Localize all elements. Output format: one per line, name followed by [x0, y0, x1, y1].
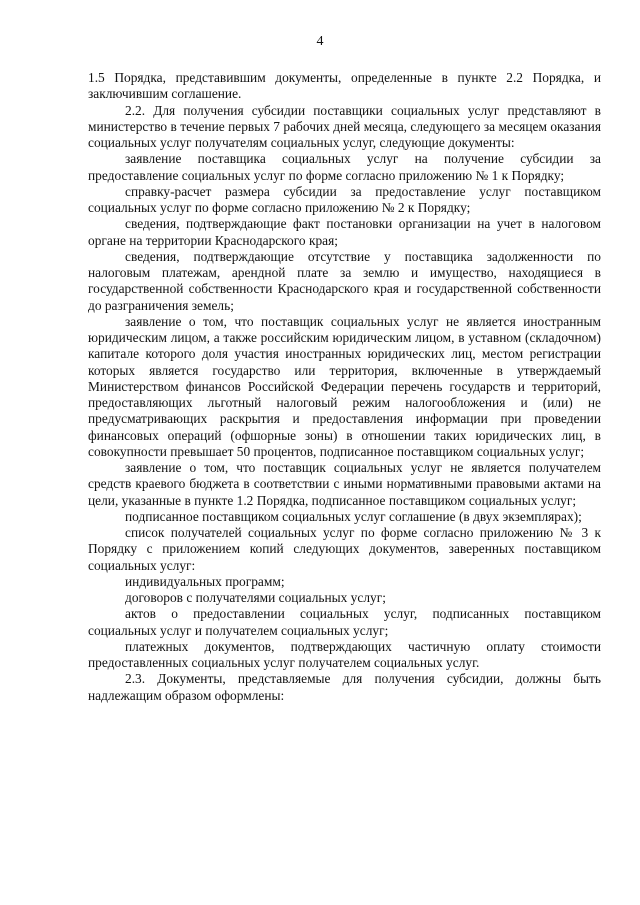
paragraph: индивидуальных программ; — [125, 573, 285, 589]
paragraph: заявление поставщика социальных услуг на получение субсидии за предоставление социальных услуг по форме согласно приложению № 1 к Порядку; — [88, 151, 601, 183]
page-number: 4 — [316, 34, 324, 49]
paragraph: 1.5 Порядка, представившим документы, определенные в пункте 2.2 Порядка, и заключившим соглашение. — [88, 70, 601, 102]
paragraph: список получателей социальных услуг по форме согласно приложению № 3 к Порядку с приложением копий следующих документов, заверенных поставщиком социальных услуг: — [88, 525, 601, 573]
paragraph: справку-расчет размера субсидии за предоставление услуг поставщиком социальных услуг по форме согласно приложению № 2 к Порядку; — [88, 183, 601, 215]
paragraph: подписанное поставщиком социальных услуг соглашение (в двух экземплярах); — [125, 508, 582, 524]
paragraph: заявление о том, что поставщик социальных услуг не является иностранным юридическим лицом, а также российским юридическим лицом, в уставном (складочном) капитале которого доля участия иностранных юридических лиц, местом регистрации которых является государство или территория, включенные в утверждаемый Министерством финансов Российской Федерации перечень государств и территорий, предоставляющих льготный налоговый режим налогообложения и (или) не предусматривающих раскрытия и предоставления информации при проведении финансовых операций (офшорные зоны) в отношении таких юридических лиц, в совокупности превышает 50 процентов, подписанное поставщиком социальных услуг; — [88, 313, 601, 459]
paragraph: заявление о том, что поставщик социальных услуг не является получателем средств краевого бюджета в соответствии с иными нормативными правовыми актами на цели, указанные в пункте 1.2 Порядка, подписанное поставщиком социальных услуг; — [88, 460, 601, 508]
paragraph: платежных документов, подтверждающих частичную оплату стоимости предоставленных социальных услуг получателем социальных услуг. — [88, 638, 601, 670]
paragraph: сведения, подтверждающие факт постановки организации на учет в налоговом органе на территории Краснодарского края; — [88, 216, 601, 248]
paragraph: 2.2. Для получения субсидии поставщики социальных услуг представляют в министерство в течение первых 7 рабочих дней месяца, следующего за месяцем оказания социальных услуг получателям социальных услуг, следующие документы: — [88, 102, 601, 150]
paragraph: сведения, подтверждающие отсутствие у поставщика задолженности по налоговым платежам, арендной плате за землю и имущество, находящиеся в государственной собственности Краснодарского края и государственной собственности до разграничения земель; — [88, 248, 601, 313]
paragraph: 2.3. Документы, представляемые для получения субсидии, должны быть надлежащим образом оформлены: — [88, 671, 601, 703]
paragraph: договоров с получателями социальных услуг; — [125, 590, 386, 605]
document-body — [88, 70, 601, 704]
paragraph: актов о предоставлении социальных услуг, подписанных поставщиком социальных услуг и получателем социальных услуг; — [88, 606, 601, 638]
